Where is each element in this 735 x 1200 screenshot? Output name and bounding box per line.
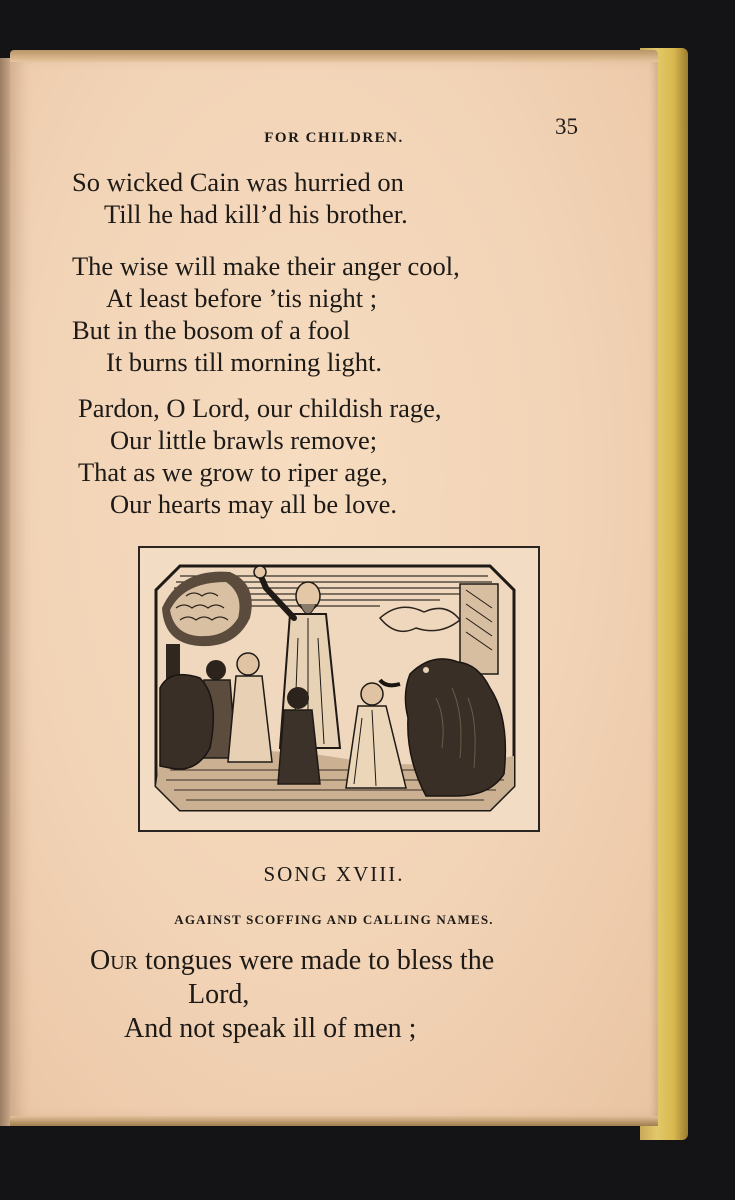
verse-line: Pardon, O Lord, our childish rage,	[78, 393, 442, 423]
song-subtitle: AGAINST SCOFFING AND CALLING NAMES.	[174, 912, 494, 927]
verse-line: That as we grow to riper age,	[78, 457, 388, 487]
stanza-1	[72, 166, 408, 230]
verse-line: Our hearts may all be love.	[110, 489, 397, 519]
page-top-edge	[10, 50, 658, 62]
stanza-3	[78, 392, 442, 520]
verse-line: It burns till morning light.	[106, 347, 383, 377]
cloud-icon	[380, 607, 460, 631]
book-page	[10, 56, 658, 1122]
stanza-2	[72, 250, 460, 378]
running-head: FOR CHILDREN.	[264, 130, 404, 146]
page-bottom-edge	[10, 1116, 658, 1126]
verse-line: And not speak ill of men ;	[124, 1013, 417, 1044]
woodcut-illustration	[138, 546, 540, 832]
verse-line: Till he had kill’d his brother.	[104, 199, 408, 229]
song-stanza	[90, 944, 494, 1046]
song-title: SONG XVIII.	[263, 862, 405, 886]
page-number: 35	[555, 114, 578, 139]
woodcut-image	[140, 548, 538, 830]
verse-line: At least before ’tis night ;	[106, 283, 378, 313]
verse-line: So wicked Cain was hurried on	[72, 167, 404, 197]
verse-line: The wise will make their anger cool,	[72, 251, 460, 281]
verse-line	[90, 944, 494, 978]
verse-line: Lord,	[188, 979, 250, 1010]
verse-line: Our little brawls remove;	[110, 425, 378, 455]
verse-line: But in the bosom of a fool	[72, 315, 351, 345]
verse-line-rest: tongues were made to bless the	[138, 945, 495, 976]
pillar	[460, 584, 498, 674]
drop-word: Our	[90, 945, 139, 976]
